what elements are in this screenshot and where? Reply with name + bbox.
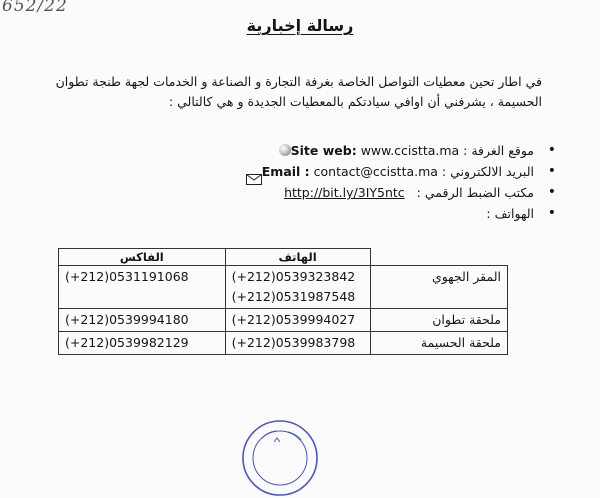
- phone-cell: [225, 309, 370, 332]
- digital-office-link[interactable]: http://bit.ly/3IY5ntc: [284, 185, 405, 200]
- contacts-table: [58, 248, 508, 355]
- website-value-group: [276, 140, 460, 161]
- email-label: البريد الالكتروني :: [441, 164, 534, 179]
- phone-cell: [225, 332, 370, 355]
- handwritten-reference-number: 652/22: [2, 0, 68, 16]
- email-address[interactable]: contact@ccistta.ma: [313, 164, 438, 179]
- website-item: [114, 140, 534, 161]
- fax-cell: (+212)0539994180: [59, 309, 226, 332]
- table-row: [59, 309, 508, 332]
- website-url[interactable]: www.ccistta.ma: [360, 143, 460, 158]
- fax-cell: (+212)0531191068: [59, 266, 226, 309]
- location-cell: المقر الجهوي: [370, 266, 507, 309]
- phone-cell: [225, 266, 370, 309]
- digital-office-item: [114, 182, 534, 203]
- document-title-wrap: [0, 16, 600, 35]
- phones-label: الهواتف :: [486, 206, 534, 221]
- phone-number: (+212)0539983798: [231, 335, 356, 350]
- globe-icon: [279, 144, 291, 156]
- table-header-row: [59, 249, 508, 266]
- phone-number: (+212)0539323842: [231, 269, 356, 284]
- official-stamp: [240, 418, 320, 498]
- document-title: رسالة إخبارية: [246, 16, 354, 35]
- location-header: [370, 249, 507, 266]
- website-prefix: Site web:: [290, 143, 357, 158]
- phone-number: (+212)0539994027: [231, 312, 356, 327]
- phone-number: (+212)0531987548: [231, 289, 356, 304]
- digital-office-label: مكتب الضبط الرقمي :: [416, 185, 534, 200]
- table-row: [59, 266, 508, 309]
- intro-paragraph: في اطار تحين معطيات التواصل الخاصة بغرفة التجارة و الصناعة و الخدمات لجهة طنجة تطوان الحسيمة ، يشرفني أن اوافي سيادتكم بالمعطيات الجديدة و هي كالتالي :: [55, 74, 542, 109]
- table-row: [59, 332, 508, 355]
- email-prefix: Email :: [261, 164, 310, 179]
- website-label: موقع الغرفة :: [463, 143, 534, 158]
- fax-cell: (+212)0539982129: [59, 332, 226, 355]
- email-item: [114, 161, 534, 182]
- location-cell: ملحقة تطوان: [370, 309, 507, 332]
- fax-header: الفاكس: [59, 249, 226, 266]
- phones-item: [114, 203, 534, 224]
- location-cell: ملحقة الحسيمة: [370, 332, 507, 355]
- phone-header: الهاتف: [225, 249, 370, 266]
- contact-info-list: [114, 140, 534, 224]
